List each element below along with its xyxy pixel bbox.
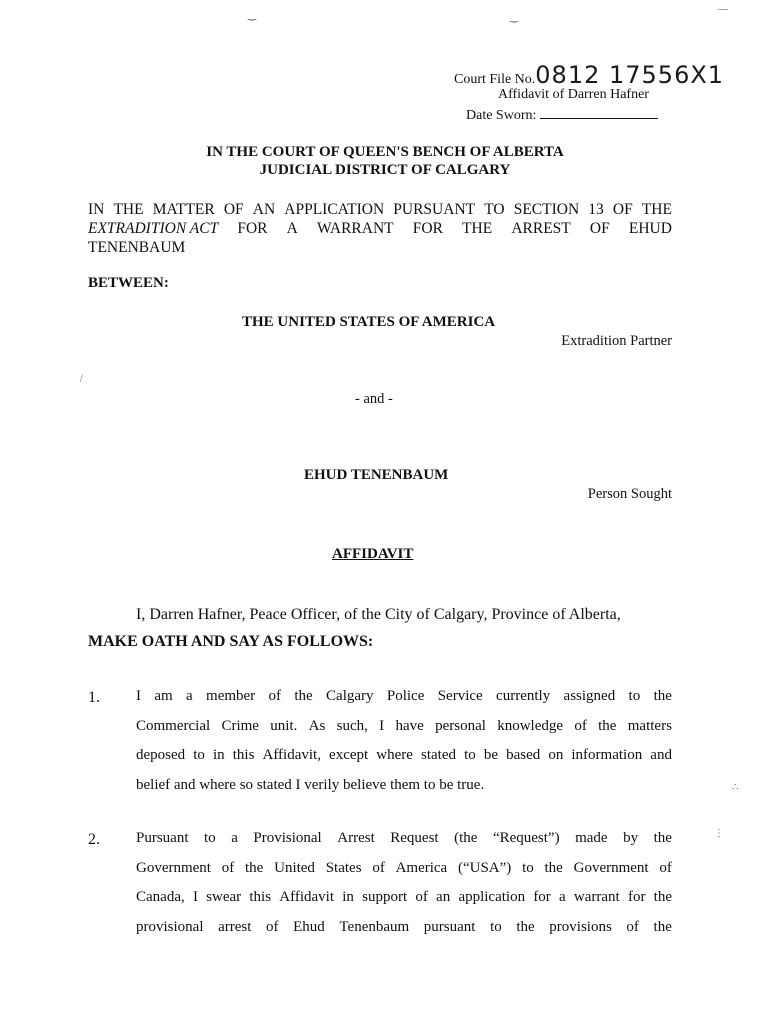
matter-word: WARRANT (316, 220, 394, 237)
paragraph-word: swear (206, 889, 242, 905)
matter-word: OF (223, 201, 244, 218)
paragraph-word: America (395, 859, 448, 876)
paragraph-word: matters (627, 717, 672, 734)
paragraph-word: the (516, 918, 535, 935)
party-role-extradition-partner: Extradition Partner (561, 333, 672, 349)
paragraph-word: by (623, 830, 639, 846)
extradition-act-title: EXTRADITION ACT (88, 220, 219, 237)
paragraph-word: Government (573, 859, 649, 876)
paragraph-word: this (249, 889, 272, 905)
paragraph-word: of (266, 918, 279, 935)
matter-word: AN (252, 201, 276, 218)
paragraph-line (136, 682, 672, 712)
paragraph-word: personal (435, 717, 486, 734)
paragraph-word: Canada, (136, 889, 185, 905)
paragraph-word: of (372, 859, 385, 876)
paragraph-word: of (659, 859, 672, 876)
paragraph-word: a (559, 889, 566, 905)
paragraph-word: such, (336, 717, 368, 734)
paragraph-word: a (231, 830, 238, 846)
paragraph-line (136, 854, 672, 884)
paragraph-word: the (245, 859, 264, 876)
matter-word: THE (462, 220, 493, 237)
paragraph-word: of (221, 859, 235, 876)
paragraph-word: for (627, 889, 646, 905)
paragraph-word: the (653, 830, 672, 846)
paragraph-word: Tenenbaum (339, 918, 410, 935)
paragraph-word: to (193, 747, 205, 763)
paragraph-word: to (464, 747, 476, 763)
paragraph-word: Government (136, 859, 211, 876)
paragraph-word: am (154, 688, 173, 704)
paragraph-word: the (653, 889, 672, 905)
matter-word: OF (589, 220, 610, 237)
paragraph-word: Ehud (293, 918, 325, 935)
matter-word: FOR (237, 220, 268, 237)
matter-word: TO (484, 201, 505, 218)
paragraph-word: based (506, 747, 541, 763)
paragraph-word: Arrest (337, 830, 375, 846)
matter-word: ARREST (511, 220, 571, 237)
paragraph-word: of (626, 918, 639, 935)
paragraph-word: for (533, 889, 551, 905)
paragraph-word: of (574, 717, 587, 734)
matter-word: THE (113, 201, 144, 218)
date-sworn-blank (540, 106, 658, 119)
paragraph-word: in (212, 747, 225, 763)
paragraph-word: information (571, 747, 643, 763)
paragraph-word: support (362, 889, 408, 905)
paragraph-2 (136, 824, 672, 942)
court-file-number-handwritten: 0812 17556X1 (535, 61, 725, 89)
paragraph-word: Calgary (326, 688, 374, 704)
paragraph-word: an (436, 889, 451, 905)
paragraph-word: Crime (221, 717, 259, 734)
paragraph-word: a (186, 688, 193, 704)
paragraph-line (136, 712, 672, 742)
style-of-cause (88, 200, 672, 257)
paragraph-line (136, 741, 672, 771)
oath-statement: MAKE OATH AND SAY AS FOLLOWS: (88, 633, 374, 650)
matter-line-3: TENENBAUM (88, 239, 186, 256)
paragraph-word: provisions (549, 918, 612, 935)
scan-speck: / (80, 374, 83, 385)
court-file-label: Court File No. (454, 72, 536, 87)
intro-statement: I, Darren Hafner, Peace Officer, of the City of Calgary, Province of Alberta, (136, 606, 621, 623)
paragraph-word: warrant (573, 889, 620, 905)
paragraph-word: be (483, 747, 498, 763)
paragraph-word: provisional (136, 918, 204, 935)
scan-speck: ‿ (248, 10, 257, 21)
paragraph-word: Service (437, 688, 483, 704)
matter-word: 13 (588, 201, 604, 218)
matter-word: MATTER (152, 201, 215, 218)
paragraph-word: of (415, 889, 428, 905)
scan-speck: — (718, 4, 728, 15)
paragraph-number: 1. (88, 689, 100, 706)
paragraph-word: I (136, 688, 141, 704)
paragraph-word: assigned (563, 688, 616, 704)
paragraph-line (136, 883, 672, 913)
paragraph-word: Commercial (136, 717, 211, 734)
paragraph-word: Pursuant (136, 830, 189, 846)
scan-speck: ∴ (732, 782, 739, 793)
paragraph-word: Affidavit, (262, 747, 321, 763)
between-label: BETWEEN: (88, 275, 169, 291)
paragraph-word: I (192, 889, 198, 905)
matter-word: A (286, 220, 298, 237)
paragraph-word: Affidavit (279, 889, 334, 905)
paragraph-word: except (329, 747, 369, 763)
affidavit-heading: AFFIDAVIT (332, 546, 414, 562)
paragraph-word: pursuant (423, 918, 476, 935)
matter-word: SECTION (513, 201, 580, 218)
paragraph-word: to (490, 918, 502, 935)
scan-speck: ⋮ (714, 828, 724, 839)
paragraph-word: to (522, 859, 534, 876)
matter-line-2 (88, 219, 672, 238)
court-title: IN THE COURT OF QUEEN'S BENCH OF ALBERTA (206, 144, 564, 160)
judicial-district: JUDICIAL DISTRICT OF CALGARY (259, 162, 511, 178)
party-role-person-sought: Person Sought (587, 486, 672, 502)
paragraph-word: “Request”) (492, 830, 560, 846)
paragraph-word: (the (454, 830, 478, 846)
scan-speck: ‿ (510, 12, 519, 23)
paragraph-word: on (548, 747, 564, 763)
paragraph-word: Police (386, 688, 425, 704)
paragraph-word: Provisional (253, 830, 322, 846)
date-sworn-label: Date Sworn: (466, 108, 537, 123)
paragraph-word: where (376, 747, 413, 763)
paragraph-word: and (650, 747, 672, 763)
paragraph-word: to (628, 688, 641, 704)
paragraph-word: this (232, 747, 255, 763)
paragraph-word: stated (421, 747, 456, 763)
party-name-extradition-partner: THE UNITED STATES OF AMERICA (242, 314, 496, 330)
paragraph-word: unit. (270, 717, 298, 734)
paragraph-line (136, 913, 672, 943)
paragraph-word: (“USA”) (457, 859, 512, 876)
matter-word: IN (88, 201, 105, 218)
paragraph-word: States (325, 859, 362, 876)
paragraph-line: belief and where so stated I verily believe them to be true. (136, 776, 485, 793)
affidavit-of-line: Affidavit of Darren Hafner (498, 87, 649, 102)
paragraph-word: to (204, 830, 216, 846)
paragraph-word: in (342, 889, 354, 905)
paragraph-word: currently (496, 688, 551, 704)
paragraph-word: As (308, 717, 326, 734)
paragraph-word: Request (390, 830, 439, 846)
paragraph-word: arrest (218, 918, 252, 935)
matter-word: APPLICATION (284, 201, 385, 218)
paragraph-word: the (598, 717, 617, 734)
paragraph-word: deposed (136, 747, 186, 763)
paragraph-line (136, 824, 672, 854)
matter-word: EHUD (628, 220, 672, 237)
paragraph-word: knowledge (497, 717, 564, 734)
paragraph-number: 2. (88, 831, 100, 848)
matter-word: FOR (412, 220, 443, 237)
paragraph-word: made (575, 830, 608, 846)
and-separator: - and - (355, 391, 393, 407)
paragraph-word: application (458, 889, 526, 905)
date-sworn-line (466, 106, 658, 124)
paragraph-word: the (653, 918, 672, 935)
paragraph-word: have (395, 717, 424, 734)
paragraph-1 (136, 682, 672, 800)
matter-word: OF (612, 201, 633, 218)
paragraph-word: I (379, 717, 385, 734)
matter-word: PURSUANT (393, 201, 476, 218)
paragraph-word: United (274, 859, 315, 876)
matter-word: THE (641, 201, 672, 218)
paragraph-word: of (268, 688, 282, 704)
paragraph-word: the (653, 688, 672, 704)
party-name-person-sought: EHUD TENENBAUM (304, 467, 449, 483)
court-file-number-line (454, 61, 725, 89)
paragraph-word: the (294, 688, 313, 704)
matter-line-1 (88, 200, 672, 219)
paragraph-word: the (544, 859, 563, 876)
paragraph-word: member (206, 688, 256, 704)
